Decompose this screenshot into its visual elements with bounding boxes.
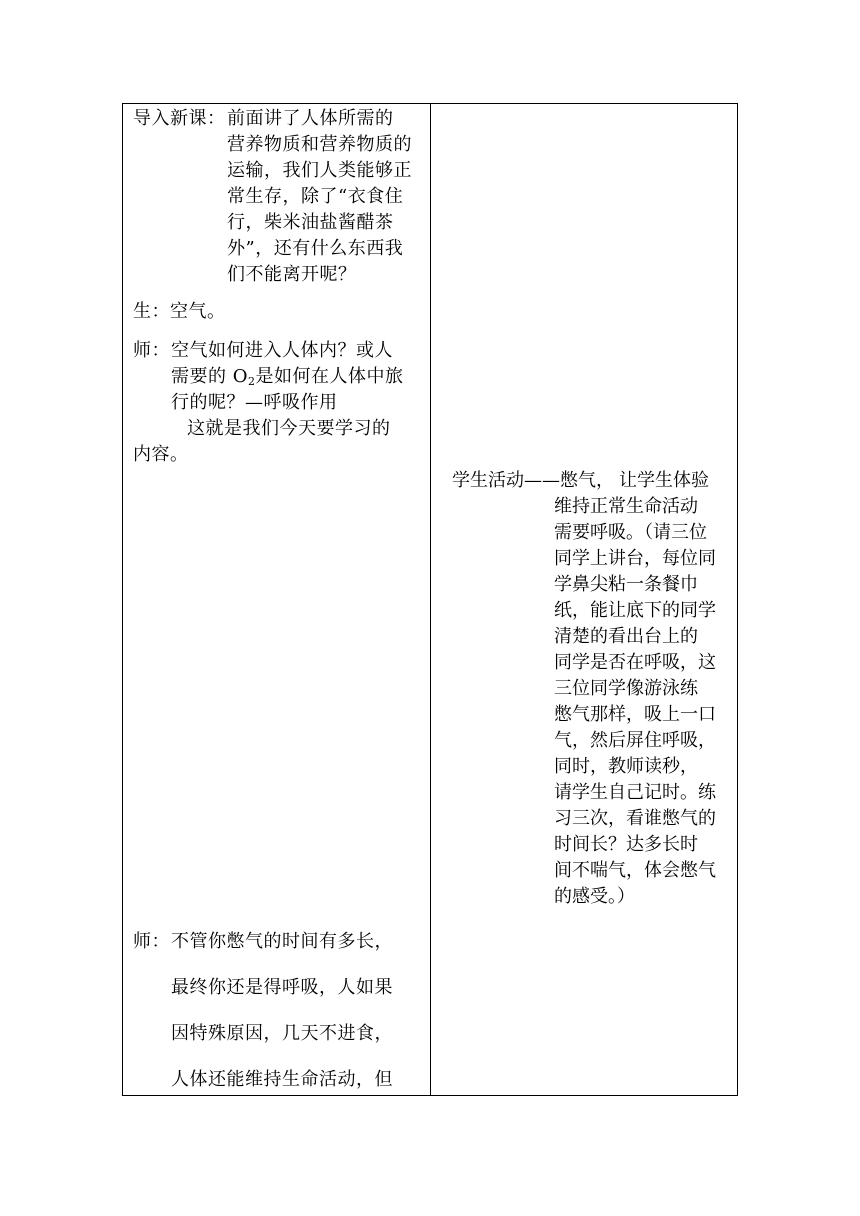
activity-line-12: 请学生自己记时。练 [554,782,716,803]
teacher-label-1: 师： [133,340,170,361]
intro-line-7: 们不能离开呢？ [227,264,357,285]
teacher-q-line-3: 行的呢？—呼吸作用 [171,392,338,413]
intro-label: 导入新课： [133,108,226,129]
activity-line-10: 气，然后屏住呼吸， [554,730,716,751]
teacher-q-line-1: 空气如何进入人体内？或人 [171,340,393,361]
teacher-line-1: 不管你憋气的时间有多长， [171,931,393,952]
teacher-label-2: 师： [133,931,170,952]
teacher-q-line-2: 需要的 $O_2$是如何在人体中旅 [171,366,404,388]
activity-line-6: 清楚的看出台上的 [554,626,698,647]
activity-line-8: 三位同学像游泳练 [554,678,698,699]
activity-line-14: 时间长？达多长时 [554,834,698,855]
teacher-q-line-4: 这就是我们今天要学习的 [187,418,391,439]
activity-line-4: 学鼻尖粘一条餐巾 [554,574,698,595]
activity-line-0: 让学生体验 [619,470,709,491]
intro-line-3: 运输，我们人类能够正 [227,160,412,181]
activity-line-15: 间不喘气，体会憋气 [554,860,716,881]
teacher-line-2: 最终你还是得呼吸，人如果 [171,977,393,998]
activity-line-3: 同学上讲台，每位同 [554,548,716,569]
intro-line-6: 外”，还有什么东西我 [227,238,404,259]
intro-line-4: 常生存，除了“衣食住 [227,186,404,207]
teacher-q-line-5: 内容。 [133,444,189,465]
intro-line-1: 前面讲了人体所需的 [227,108,394,129]
teacher-line-4: 人体还能维持生命活动，但 [171,1069,393,1090]
activity-line-1: 维持正常生命活动 [554,496,698,517]
teacher-line-3: 因特殊原因，几天不进食， [171,1023,393,1044]
activity-line-11: 同时，教师读秒， [554,756,698,777]
intro-line-5: 行，柴米油盐酱醋茶 [227,212,394,233]
activity-line-7: 同学是否在呼吸，这 [554,652,716,673]
intro-line-2: 营养物质和营养物质的 [227,134,412,155]
activity-line-5: 纸，能让底下的同学 [554,600,716,621]
lesson-table [122,103,738,1096]
activity-line-13: 习三次，看谁憋气的 [554,808,716,829]
activity-label: 学生活动——憋气， [452,470,614,491]
activity-line-16: 的感受。） [554,886,635,907]
activity-line-2: 需要呼吸。（请三位 [554,522,707,543]
activity-line-9: 憋气那样，吸上一口 [554,704,716,725]
student-answer: 生：空气。 [133,301,226,322]
column-divider [430,104,431,1095]
